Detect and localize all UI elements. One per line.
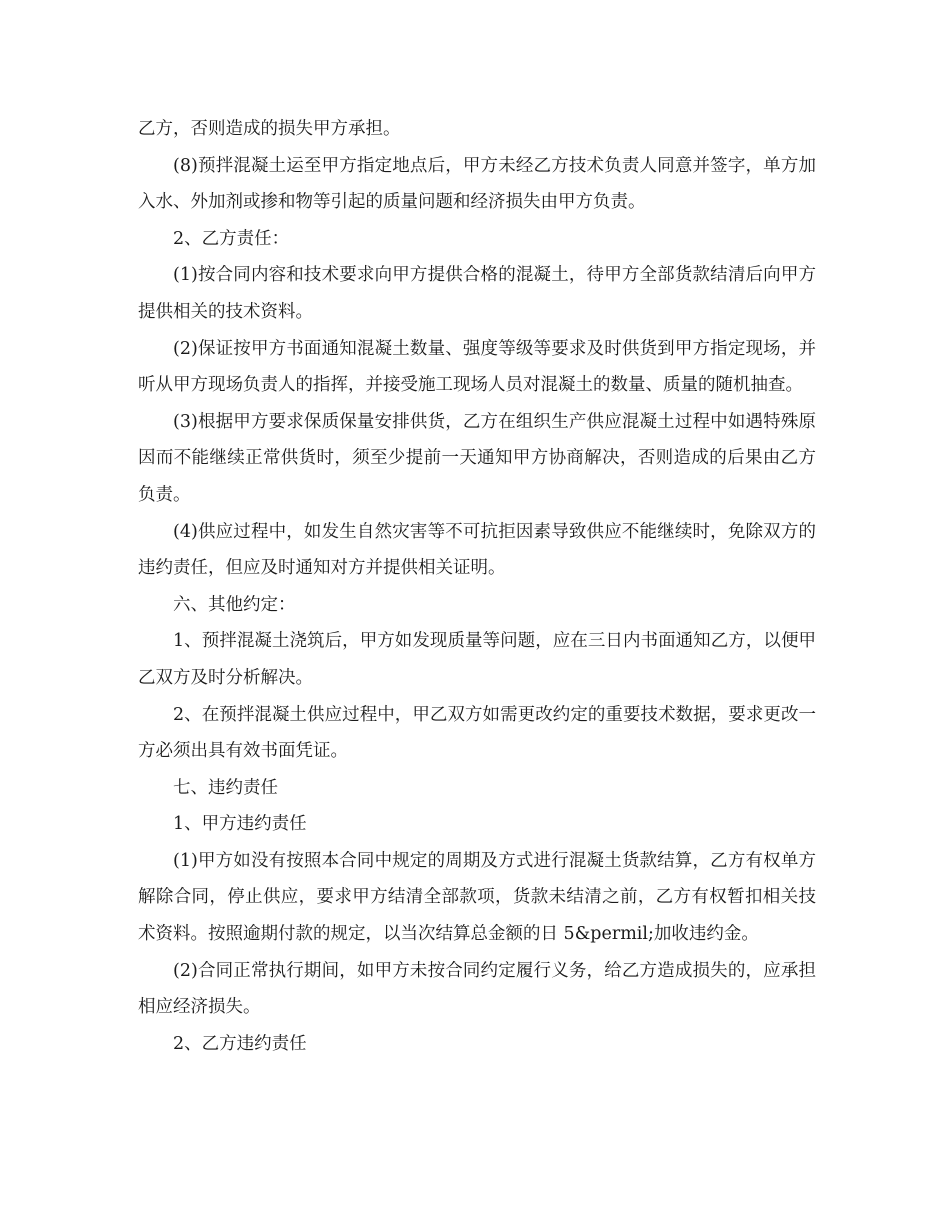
paragraph-continuation: 乙方，否则造成的损失甲方承担。 bbox=[138, 119, 401, 139]
paragraph-b-clause-4: (4)供应过程中，如发生自然灾害等不可抗拒因素导致供应不能继续时，免除双方的违约责任，但应及时通知对方并提供相关证明。 bbox=[138, 521, 816, 579]
heading-other-agreements: 六、其他约定： bbox=[173, 594, 296, 615]
heading-party-a-breach: 1、甲方违约责任 bbox=[173, 814, 307, 835]
paragraph-other-2: 2、在预拌混凝土供应过程中，甲乙双方如需更改约定的重要技术数据，要求更改一方必须出具有效书面凭证。 bbox=[138, 704, 816, 762]
heading-breach-liability: 七、违约责任 bbox=[173, 777, 278, 798]
document-body bbox=[138, 111, 816, 1062]
paragraph-a-breach-1: (1)甲方如没有按照本合同中规定的周期及方式进行混凝土货款结算，乙方有权单方解除合同，停止供应，要求甲方结清全部款项，货款未结清之前，乙方有权暂扣相关技术资料。按照逾期付款的规定，以当次结算总金额的日 5&permil;加收违约金。 bbox=[138, 850, 816, 945]
paragraph-b-clause-1: (1)按合同内容和技术要求向甲方提供合格的混凝土，待甲方全部货款结清后向甲方提供相关的技术资料。 bbox=[138, 265, 816, 322]
paragraph-other-1: 1、预拌混凝土浇筑后，甲方如发现质量等问题，应在三日内书面通知乙方，以便甲乙双方及时分析解决。 bbox=[138, 631, 816, 688]
paragraph-b-clause-2: (2)保证按甲方书面通知混凝土数量、强度等级等要求及时供货到甲方指定现场，并听从甲方现场负责人的指挥，并接受施工现场人员对混凝土的数量、质量的随机抽查。 bbox=[138, 338, 816, 396]
paragraph-clause-8: (8)预拌混凝土运至甲方指定地点后，甲方未经乙方技术负责人同意并签字，单方加入水、外加剂或掺和物等引起的质量问题和经济损失由甲方负责。 bbox=[138, 155, 816, 213]
paragraph-a-breach-2: (2)合同正常执行期间，如甲方未按合同约定履行义务，给乙方造成损失的，应承担相应经济损失。 bbox=[138, 960, 816, 1018]
heading-party-b-breach: 2、乙方违约责任 bbox=[173, 1033, 307, 1054]
paragraph-b-clause-3: (3)根据甲方要求保质保量安排供货，乙方在组织生产供应混凝土过程中如遇特殊原因而不能继续正常供货时，须至少提前一天通知甲方协商解决，否则造成的后果由乙方负责。 bbox=[138, 411, 816, 505]
heading-party-b-responsibility: 2、乙方责任： bbox=[173, 228, 290, 249]
